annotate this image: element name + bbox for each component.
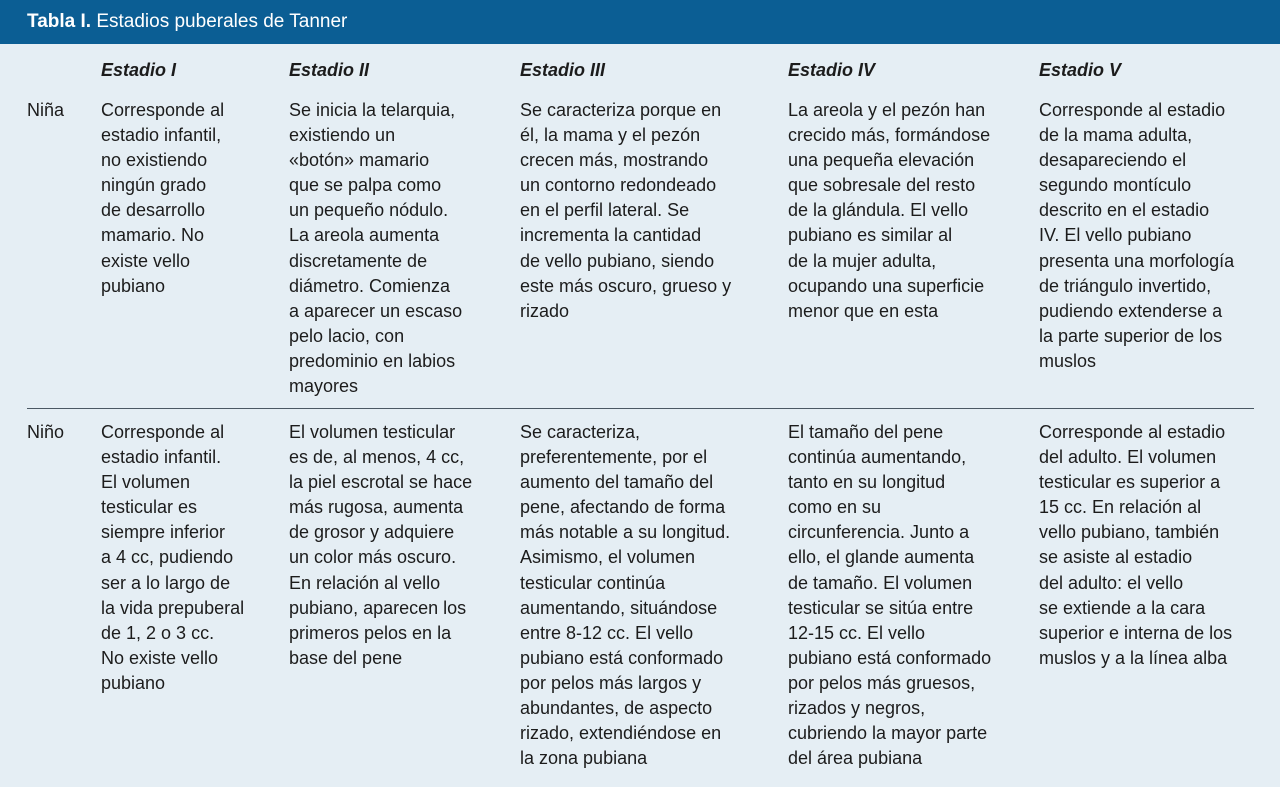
cell-line: pudiendo extenderse a xyxy=(1039,300,1223,321)
cell-line: segundo montículo xyxy=(1039,175,1192,196)
cell-line: Corresponde al estadio xyxy=(1039,422,1226,442)
table-cell xyxy=(1039,420,1232,671)
cell-line: a aparecer un escaso xyxy=(289,300,463,321)
cell-line: discretamente de xyxy=(289,250,428,271)
cell-line: El volumen testicular xyxy=(289,422,456,442)
cell-line: testicular se sitúa entre xyxy=(788,597,974,618)
cell-line: entre 8-12 cc. El vello xyxy=(520,622,694,643)
cell-line: de 1, 2 o 3 cc. xyxy=(101,622,215,643)
cell-line: ningún grado xyxy=(101,175,207,196)
cell-line: de tamaño. El volumen xyxy=(788,572,973,593)
cell-line: vello pubiano, también xyxy=(1039,522,1220,543)
cell-line: la parte superior de los xyxy=(1039,325,1223,346)
cell-line: de la glándula. El vello xyxy=(788,200,969,221)
cell-line: un color más oscuro. xyxy=(289,547,457,568)
table-cell xyxy=(788,420,991,771)
cell-line: crecido más, formándose xyxy=(788,125,991,146)
cell-line: rizado xyxy=(520,300,570,321)
cell-line: pubiano xyxy=(101,275,166,296)
cell-line: se extiende a la cara xyxy=(1039,597,1206,618)
row-divider xyxy=(27,408,1254,409)
table-cell xyxy=(1039,98,1234,374)
cell-line: estadio infantil. xyxy=(101,447,222,468)
table-cell xyxy=(101,98,224,299)
cell-line: superior e interna de los xyxy=(1039,622,1233,643)
table-cell xyxy=(520,98,731,324)
cell-line: la zona pubiana xyxy=(520,748,648,769)
cell-line: pubiano es similar al xyxy=(788,225,953,246)
cell-line: En relación al vello xyxy=(289,572,441,593)
cell-line: El volumen xyxy=(101,472,191,493)
cell-line: Se caracteriza porque en xyxy=(520,100,722,120)
cell-line: él, la mama y el pezón xyxy=(520,125,701,146)
cell-line: ocupando una superficie xyxy=(788,275,985,296)
cell-line: 15 cc. En relación al xyxy=(1039,497,1202,518)
cell-line: ser a lo largo de xyxy=(101,572,231,593)
cell-line: se asiste al estadio xyxy=(1039,547,1193,568)
cell-line: desapareciendo el xyxy=(1039,150,1187,171)
table-caption: Estadios puberales de Tanner xyxy=(91,11,348,32)
row-label-nino: Niño xyxy=(27,422,65,442)
cell-line: Se inicia la telarquia, xyxy=(289,100,456,120)
cell-line: por pelos más largos y xyxy=(520,672,702,693)
cell-line: abundantes, de aspecto xyxy=(520,698,713,719)
cell-line: muslos xyxy=(1039,350,1097,371)
cell-line: que se palpa como xyxy=(289,175,442,196)
table-cell xyxy=(101,420,244,696)
cell-line: la vida prepuberal xyxy=(101,597,245,618)
cell-line: base del pene xyxy=(289,647,403,668)
table-number: Tabla I. xyxy=(27,11,92,32)
table-title xyxy=(0,0,1280,44)
table-cell xyxy=(788,98,990,324)
table-cell xyxy=(289,420,472,671)
cell-line: un pequeño nódulo. xyxy=(289,200,449,221)
cell-line: testicular continúa xyxy=(520,572,666,593)
cell-line: por pelos más gruesos, xyxy=(788,672,976,693)
cell-line: del adulto: el vello xyxy=(1039,572,1184,593)
cell-line: mamario. No xyxy=(101,225,205,246)
cell-line: circunferencia. Junto a xyxy=(788,522,970,543)
cell-line: no existiendo xyxy=(101,150,208,171)
table-cell xyxy=(289,98,462,399)
cell-line: El tamaño del pene xyxy=(788,422,944,442)
cell-line: de grosor y adquiere xyxy=(289,522,455,543)
cell-line: primeros pelos en la xyxy=(289,622,452,643)
cell-line: rizados y negros, xyxy=(788,698,926,719)
cell-line: Asimismo, el volumen xyxy=(520,547,696,568)
cell-line: más notable a su longitud. xyxy=(520,522,731,543)
cell-line: La areola aumenta xyxy=(289,225,440,246)
cell-line: Corresponde al xyxy=(101,100,225,120)
cell-line: aumentando, situándose xyxy=(520,597,718,618)
cell-line: diámetro. Comienza xyxy=(289,275,451,296)
cell-line: tanto en su longitud xyxy=(788,472,946,493)
cell-line: La areola y el pezón han xyxy=(788,100,986,120)
cell-line: a 4 cc, pudiendo xyxy=(101,547,234,568)
cell-line: estadio infantil, xyxy=(101,125,222,146)
cell-line: incrementa la cantidad xyxy=(520,225,702,246)
cell-line: predominio en labios xyxy=(289,350,456,371)
cell-line: cubriendo la mayor parte xyxy=(788,723,988,744)
column-header-estadio-5: Estadio V xyxy=(1039,60,1122,80)
cell-line: que sobresale del resto xyxy=(788,175,976,196)
cell-line: existe vello xyxy=(101,250,191,271)
cell-line: de desarrollo xyxy=(101,200,206,221)
cell-line: pubiano está conformado xyxy=(788,647,992,668)
cell-line: muslos y a la línea alba xyxy=(1039,647,1228,668)
cell-line: aumento del tamaño del xyxy=(520,472,714,493)
cell-line: como en su xyxy=(788,497,882,518)
column-header-estadio-3: Estadio III xyxy=(520,60,606,80)
cell-line: continúa aumentando, xyxy=(788,447,967,468)
cell-line: más rugosa, aumenta xyxy=(289,497,464,518)
cell-line: de la mama adulta, xyxy=(1039,125,1193,146)
cell-line: rizado, extendiéndose en xyxy=(520,723,722,744)
cell-line: siempre inferior xyxy=(101,522,226,543)
cell-line: Se caracteriza, xyxy=(520,422,641,442)
cell-line: de triángulo invertido, xyxy=(1039,275,1212,296)
cell-line: IV. El vello pubiano xyxy=(1039,225,1192,246)
cell-line: pubiano xyxy=(101,672,166,693)
cell-line: del área pubiana xyxy=(788,748,923,769)
cell-line: un contorno redondeado xyxy=(520,175,717,196)
cell-line: la piel escrotal se hace xyxy=(289,472,473,493)
cell-line: es de, al menos, 4 cc, xyxy=(289,447,465,468)
table-cell xyxy=(520,420,730,771)
cell-line: crecen más, mostrando xyxy=(520,150,709,171)
cell-line: «botón» mamario xyxy=(289,150,430,171)
cell-line: No existe vello xyxy=(101,647,219,668)
cell-line: existiendo un xyxy=(289,125,396,146)
cell-line: presenta una morfología xyxy=(1039,250,1235,271)
cell-line: descrito en el estadio xyxy=(1039,200,1210,221)
cell-line: preferentemente, por el xyxy=(520,447,708,468)
cell-line: pubiano está conformado xyxy=(520,647,724,668)
cell-line: menor que en esta xyxy=(788,300,939,321)
cell-line: una pequeña elevación xyxy=(788,150,975,171)
row-label-nina: Niña xyxy=(27,100,65,120)
cell-line: pene, afectando de forma xyxy=(520,497,726,518)
cell-line: Corresponde al xyxy=(101,422,225,442)
cell-line: testicular es superior a xyxy=(1039,472,1221,493)
cell-line: en el perfil lateral. Se xyxy=(520,200,690,221)
cell-line: pubiano, aparecen los xyxy=(289,597,467,618)
cell-line: ello, el glande aumenta xyxy=(788,547,975,568)
column-header-estadio-1: Estadio I xyxy=(101,60,177,80)
cell-line: testicular es xyxy=(101,497,198,518)
cell-line: del adulto. El volumen xyxy=(1039,447,1217,468)
column-header-estadio-2: Estadio II xyxy=(289,60,370,80)
cell-line: Corresponde al estadio xyxy=(1039,100,1226,120)
column-header-estadio-4: Estadio IV xyxy=(788,60,876,80)
cell-line: de la mujer adulta, xyxy=(788,250,937,271)
cell-line: 12-15 cc. El vello xyxy=(788,622,926,643)
cell-line: este más oscuro, grueso y xyxy=(520,275,732,296)
cell-line: pelo lacio, con xyxy=(289,325,405,346)
cell-line: mayores xyxy=(289,376,359,397)
cell-line: de vello pubiano, siendo xyxy=(520,250,715,271)
